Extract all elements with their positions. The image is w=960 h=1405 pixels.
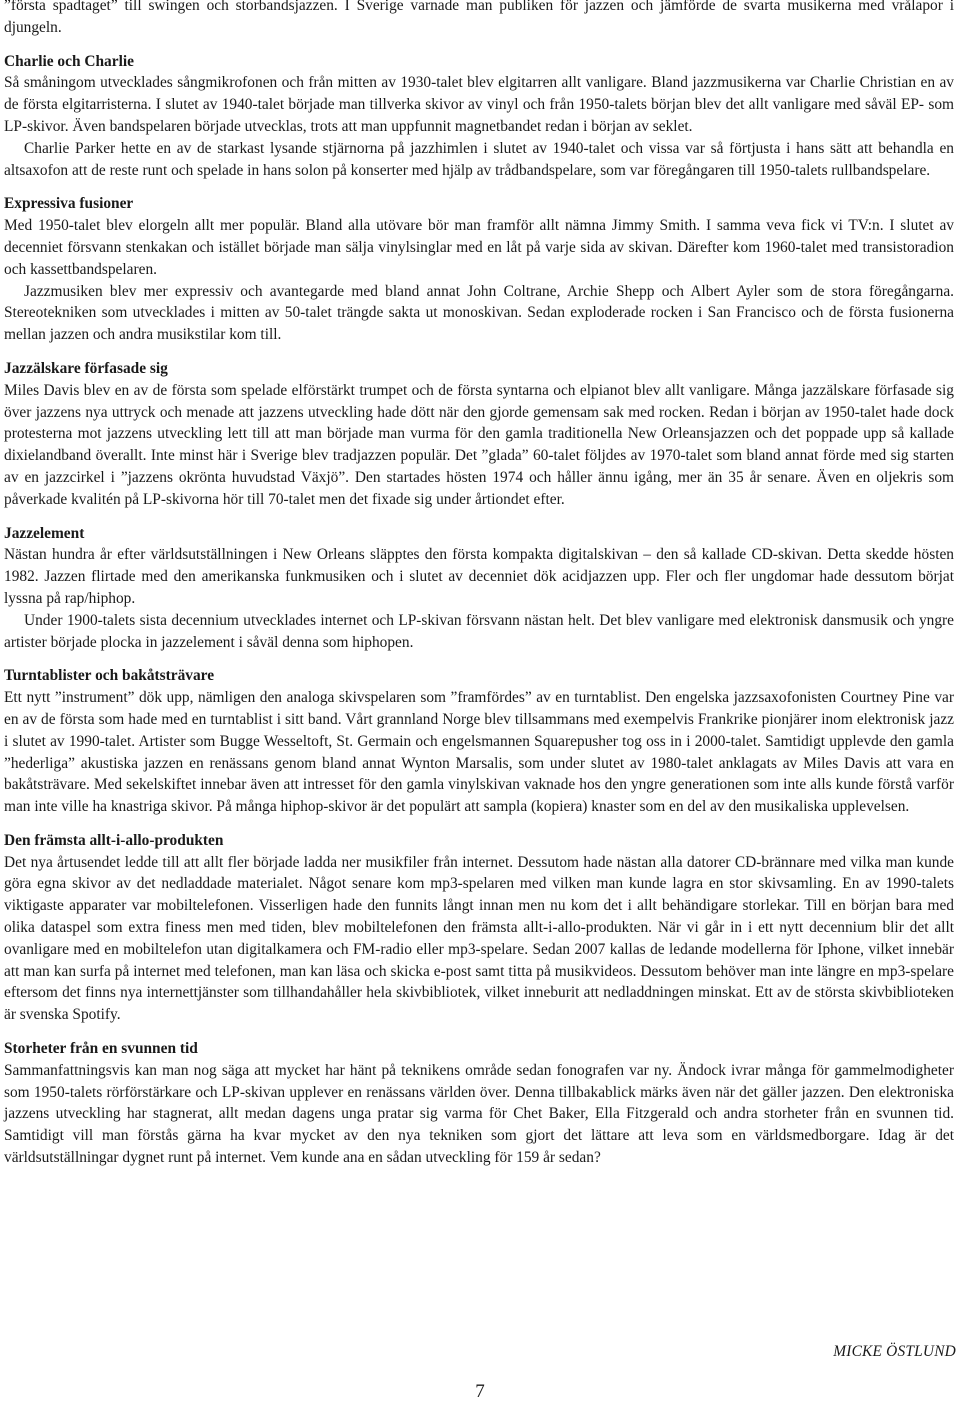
- section-expressiva-fusioner: [4, 193, 954, 346]
- section-jazzalskare-forfasade-sig: [4, 358, 954, 511]
- author-signature: MICKE ÖSTLUND: [833, 1343, 956, 1360]
- paragraph: Miles Davis blev en av de första som spelade elförstärkt trumpet och de första syntarna och elpianot blev allt vanligare. Många jazzälskare förfasade sig över jazzens nya uttryck och menade att jazzens utveckling hade dött när den gjorde gemensam sak med rocken. Redan i början av 1950-talet hade dock protesterna mot jazzens utveckling lett till att man började man vurma för den gamla traditionella New Orleansjazzen och det poppade upp så kallade dixielandband överallt. Inte minst här i Sverige blev tradjazzen populär. Det ”glada” 60-talet följdes av 1970-talet som bland annat förde med sig starten av en jazzcirkel i ”jazzens okrönta huvudstad Växjö”. Den startades hösten 1974 och håller ännu igång, mer än 35 år senare. Även en oljekris som påverkade kvalitén på LP-skivorna hör till 70-talet men det fixade sig under årtiondet efter.: [4, 381, 954, 508]
- paragraph: Charlie Parker hette en av de starkast lysande stjärnorna på jazzhimlen i slutet av 1940-talet och vissa var så förtjusta i hans sätt att behandla en altsaxofon att de reste runt och spelade in hans solon på konserter med hjälp av trådbandspelare, som var föregångaren till 1950-talets rullbandspelare.: [4, 139, 954, 179]
- section-allt-i-allo: [4, 830, 954, 1026]
- section-heading: Jazzelement: [4, 524, 85, 542]
- section-jazzelement: [4, 523, 954, 654]
- section-storheter: [4, 1038, 954, 1169]
- section-heading: Charlie och Charlie: [4, 52, 134, 70]
- section-turntablister: [4, 665, 954, 818]
- paragraph: Sammanfattningsvis kan man nog säga att mycket har hänt på teknikens område sedan fonografen var ny. Ändock ivrar många för gammelmodigheter som 1950-talets rörförstärkare och LP-skivan upplever en renässans världen över. Denna tillbakablick märks även när det gäller jazzen. Den elektroniska jazzens utveckling har stagnerat, allt medan dagens unga pratar sig varma för Chet Baker, Ella Fitzgerald och andra storheter från en svunnen tid. Samtidigt vill man förstås gärna ha kvar mycket av den nya tekniken som gjort det lättare att leva som en världsmedborgare. Idag är det världsutställningar dygnet runt på internet. Vem kunde ana en sådan utveckling för 159 år sedan?: [4, 1061, 954, 1167]
- section-heading: Jazzälskare förfasade sig: [4, 359, 168, 377]
- article-body: [4, 0, 954, 1169]
- paragraph: Nästan hundra år efter världsutställningen i New Orleans släpptes den första kompakta digitalskivan – den så kallade CD-skivan. Detta skedde hösten 1982. Jazzen flirtade med den amerikanska funkmusiken och i slutet av decenniet dök acidjazzen upp. Fler och fler ungdomar hade dessutom börjat lyssna på rap/hiphop.: [4, 546, 954, 607]
- paragraph: Så småningom utvecklades sångmikrofonen och från mitten av 1930-talet blev elgitarren allt vanligare. Bland jazzmusikerna var Charlie Christian en av de första elgitarristerna. I slutet av 1940-talet började man tillverka skivor av vinyl och från 1950-talets början blev det allt vanligare med såväl EP- som LP-skivor. Även bandspelaren började utvecklas, trots att man uppfunnit magnetbandet redan i början av seklet.: [4, 74, 954, 135]
- paragraph: Det nya årtusendet ledde till att allt fler började ladda ner musikfiler från internet. Dessutom hade nästan alla datorer CD-brännare med vilka man kunde göra egna skivor av det nedladdade materialet. Något senare kom mp3-spelaren med vilken man kunde lagra en stor skivsamling. En av 1990-talets viktigaste apparater var mobiltelefonen. Visserligen hade den funnits långt innan men nu kom det i allt behändigare storlekar. Till en början bara med olika dataspel som extra finess men med tiden, blev mobiltelefonen den främsta allt-i-allo-produkten. När vi går in i ett nytt decennium blir det allt ovanligare med en mobiltelefon utan digitalkamera och FM-radio eller mp3-spelare. Sedan 2007 kallas de ledande modellerna för Iphone, vilket innebär att man kan surfa på internet med telefonen, man kan läsa och skicka e-post samt titta på musikvideos. Dessutom behöver man inte längre en mp3-spelare eftersom det finns nya internettjänster som tillhandahåller hela skivbibliotek, vilket inneburit att nedladdningen minskat. Ett av de största skivbiblioteken är svenska Spotify.: [4, 853, 954, 1024]
- section-heading: Storheter från en svunnen tid: [4, 1040, 198, 1058]
- section-charlie-och-charlie: [4, 51, 954, 182]
- paragraph: Med 1950-talet blev elorgeln allt mer populär. Bland alla utövare bör man framför allt nämna Jimmy Smith. I samma veva fick vi TV:n. I slutet av decenniet försvann stenkakan och istället började man sälja vinylsinglar med en låt på varje sida av skivan. Därefter kom 1960-talet med transistoradion och kassettbandspelaren.: [4, 217, 954, 278]
- paragraph: Under 1900-talets sista decennium utvecklades internet och LP-skivan försvann nästan helt. Det blev vanligare med elektronisk dansmusik och yngre artister började plocka in jazzelement i såväl denna som hiphopen.: [4, 611, 954, 651]
- section-heading: Turntablister och bakåtsträvare: [4, 667, 215, 685]
- page-number: 7: [475, 1381, 485, 1402]
- paragraph: Jazzmusiken blev mer expressiv och avantegarde med bland annat John Coltrane, Archie Shepp och Albert Ayler som de stora föregångarna. Stereotekniken som utvecklades i mitten av 50-talet trängde sakta ut monoskivan. Sedan exploderade rocken i San Francisco och de första fusionerna mellan jazzen och andra musikstilar kom till.: [4, 282, 954, 344]
- intro-paragraph: ”första spadtaget” till swingen och storbandsjazzen. I Sverige varnade man publiken för jazzen och jämförde de svarta musikerna med vrålapor i djungeln.: [4, 0, 954, 36]
- paragraph: Ett nytt ”instrument” dök upp, nämligen den analoga skivspelaren som ”framfördes” av en turntablist. Den engelska jazzsaxofonisten Courtney Pine var en av de första som hade med en turntablist i sitt band. Vårt grannland Norge blev tillsammans med exempelvis Frankrike pionjärer inom elektronisk jazz i slutet av 1990-talet. Artister som Bugge Wesseltoft, St. Germain och engelsmannen Squarepusher tog oss in i 2000-talet. Samtidigt upplevde den gamla ”hederliga” akustiska jazzen en renässans genom bland annat Wynton Marsalis, som under slutet av 1980-talet anklagats av Miles Davis att vara en bakåtsträvare. Med sekelskiftet innebar även att intresset för den gamla vinylskivan vaknade hos den yngre generationen som inte alls kunde förstå varför man inte ville ha knastriga skivor. På många hiphop-skivor är det populärt att sampla (kopiera) knaster som en del av den musikaliska upplevelsen.: [4, 689, 954, 816]
- section-heading: Den främsta allt-i-allo-produkten: [4, 831, 224, 849]
- section-heading: Expressiva fusioner: [4, 195, 134, 213]
